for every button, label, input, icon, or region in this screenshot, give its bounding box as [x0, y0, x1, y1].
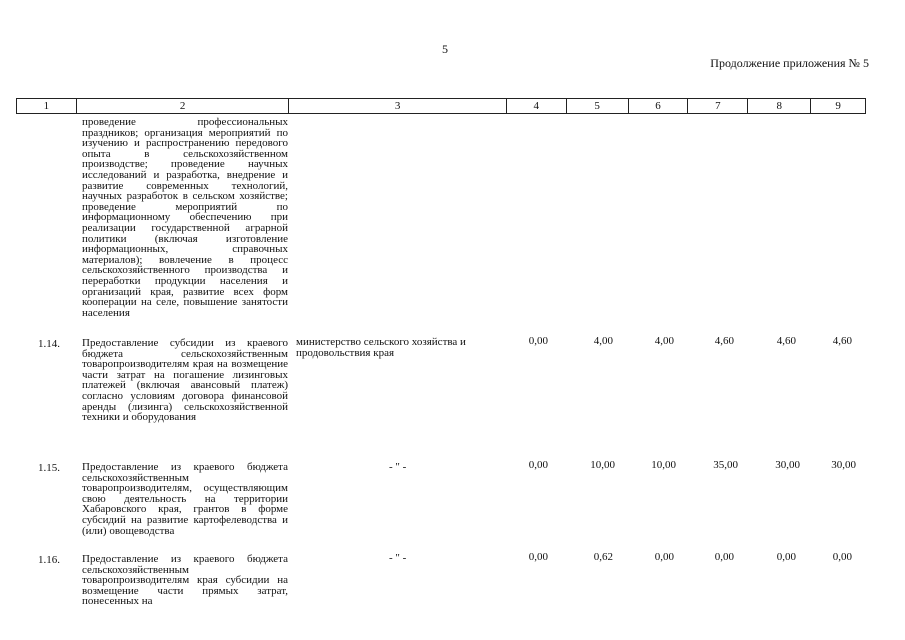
row-description: Предоставление из краевого бюджета сельскохозяйственным товаропроизводителям, осуществляющим свою деятельность на территории Хабаровского края, грантов в форме субсидий на развитие картофелеводства и (или) овощеводства	[82, 461, 288, 537]
row-number: 1.15.	[38, 462, 60, 474]
row-value-col4: 0,00	[528, 551, 548, 563]
row-description: Предоставление субсидии из краевого бюджета сельскохозяйственным товаропроизводителям края на возмещение части затрат на погашение лизинговых платежей (включая авансовый платеж) согласно условиям договора финансовой аренды (лизинга) сельскохозяйственной техники и оборудования	[82, 337, 288, 424]
row-value-col4: 0,00	[528, 459, 548, 471]
ditto-mark: - " -	[389, 552, 407, 564]
column-header-2: 2	[77, 99, 290, 113]
column-header-8: 8	[748, 99, 811, 113]
row-value-col9: 30,00	[831, 459, 856, 471]
row-value-col5: 0,62	[593, 551, 613, 563]
column-header-7: 7	[688, 99, 748, 113]
row-description: Предоставление из краевого бюджета сельскохозяйственным товаропроизводителям края субсидии на возмещение части прямых затрат, понесенных на	[82, 553, 288, 608]
row-value-col8: 30,00	[775, 459, 800, 471]
ditto-mark: - " -	[389, 461, 407, 473]
row-value-col7: 35,00	[713, 459, 738, 471]
column-header-9: 9	[835, 100, 841, 112]
page-number: 5	[442, 42, 448, 56]
row-value-col5: 4,00	[593, 335, 613, 347]
row-number: 1.14.	[38, 338, 60, 350]
row-value-col7: 0,00	[714, 551, 734, 563]
table-header-row	[16, 98, 866, 114]
row-value-col9: 0,00	[832, 551, 852, 563]
row-value-col4: 0,00	[528, 335, 548, 347]
row-value-col6: 4,00	[654, 335, 674, 347]
column-header-1: 1	[17, 99, 77, 113]
row-value-col5: 10,00	[590, 459, 615, 471]
column-header-6: 6	[629, 99, 689, 113]
row-organization: министерство сельского хозяйства и продовольствия края	[296, 336, 466, 359]
row-value-col8: 4,60	[776, 335, 796, 347]
intro-text-block: проведение профессиональных праздников; организация мероприятий по изучению и распространению передового опыта в сельскохозяйственном производстве; проведение научных исследований и разработка, внедрение и развитие современных технологий, научных разработок в сельском хозяйстве; проведение мероприятий по информационному обеспечению при реализации государственной аграрной политики (включая изготовление информационных, справочных материалов); вовлечение в процесс сельскохозяйственного производства и переработки продукции населения и организаций края, развитие всех форм кооперации на селе, повышение занятости населения	[82, 116, 288, 319]
row-value-col8: 0,00	[776, 551, 796, 563]
continuation-label: Продолжение приложения № 5	[710, 56, 869, 70]
column-header-5: 5	[567, 99, 629, 113]
row-value-col7: 4,60	[714, 335, 734, 347]
row-number: 1.16.	[38, 554, 60, 566]
row-value-col6: 0,00	[654, 551, 674, 563]
row-value-col9: 4,60	[832, 335, 852, 347]
column-header-3: 3	[289, 99, 506, 113]
row-value-col6: 10,00	[651, 459, 676, 471]
column-header-4: 4	[507, 99, 567, 113]
